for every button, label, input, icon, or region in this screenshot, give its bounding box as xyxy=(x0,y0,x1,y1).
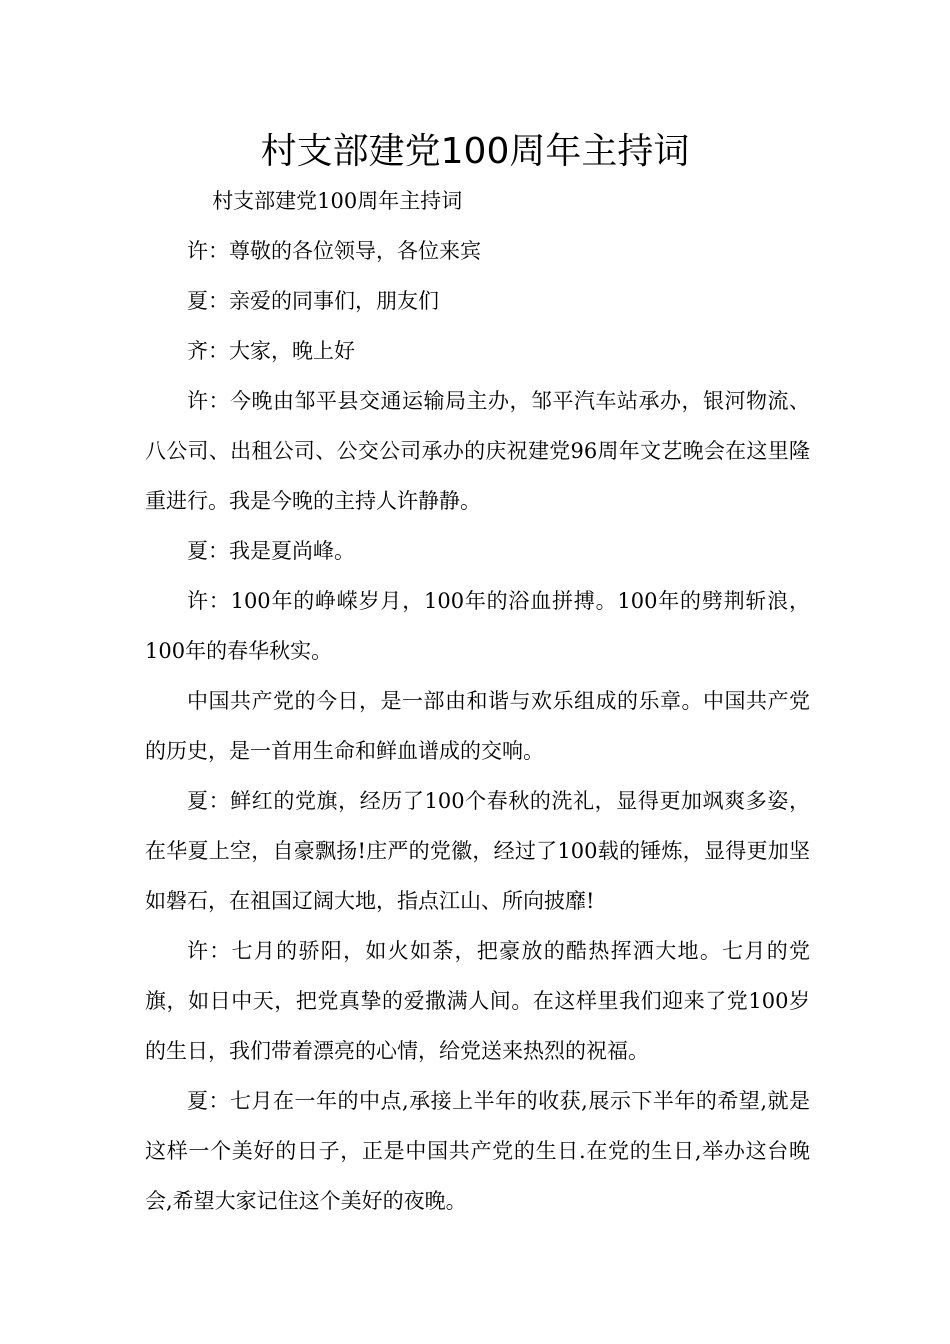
paragraph-intro-xia: 夏：我是夏尚峰。 xyxy=(187,539,355,563)
document-title: 村支部建党100周年主持词 xyxy=(260,131,690,172)
paragraph-greeting-xu: 许：尊敬的各位领导，各位来宾 xyxy=(187,239,481,263)
paragraph-greeting-xia: 夏：亲爱的同事们，朋友们 xyxy=(187,289,439,313)
paragraph-greeting-together: 齐：大家，晚上好 xyxy=(187,339,355,363)
paragraph-intro-xu: 许：今晚由邹平县交通运输局主办，邹平汽车站承办，银河物流、八公司、出租公司、公交公司承办的庆祝建党96周年文艺晚会在这里隆重进行。我是今晚的主持人许静静。 xyxy=(145,389,810,513)
document-body xyxy=(145,176,810,1226)
paragraph-party-history: 中国共产党的今日，是一部由和谐与欢乐组成的乐章。中国共产党的历史，是一首用生命和鲜血谱成的交响。 xyxy=(145,689,810,763)
paragraph-july-xu: 许：七月的骄阳，如火如荼，把豪放的酷热挥洒大地。七月的党旗，如日中天，把党真挚的爱撒满人间。在这样里我们迎来了党100岁的生日，我们带着漂亮的心情，给党送来热烈的祝福。 xyxy=(145,939,810,1063)
document-subtitle: 村支部建党100周年主持词 xyxy=(212,189,463,213)
paragraph-flag-xia: 夏：鲜红的党旗，经历了100个春秋的洗礼，显得更加飒爽多姿，在华夏上空，自豪飘扬!庄严的党徽，经过了100载的锤炼，显得更加坚如磐石，在祖国辽阔大地，指点江山、所向披靡! xyxy=(145,789,810,913)
paragraph-years-xu: 许：100年的峥嵘岁月，100年的浴血拼搏。100年的劈荆斩浪，100年的春华秋实。 xyxy=(145,589,810,663)
paragraph-july-xia: 夏：七月在一年的中点,承接上半年的收获,展示下半年的希望,就是这样一个美好的日子，正是中国共产党的生日.在党的生日,举办这台晚会,希望大家记住这个美好的夜晚。 xyxy=(145,1089,810,1213)
